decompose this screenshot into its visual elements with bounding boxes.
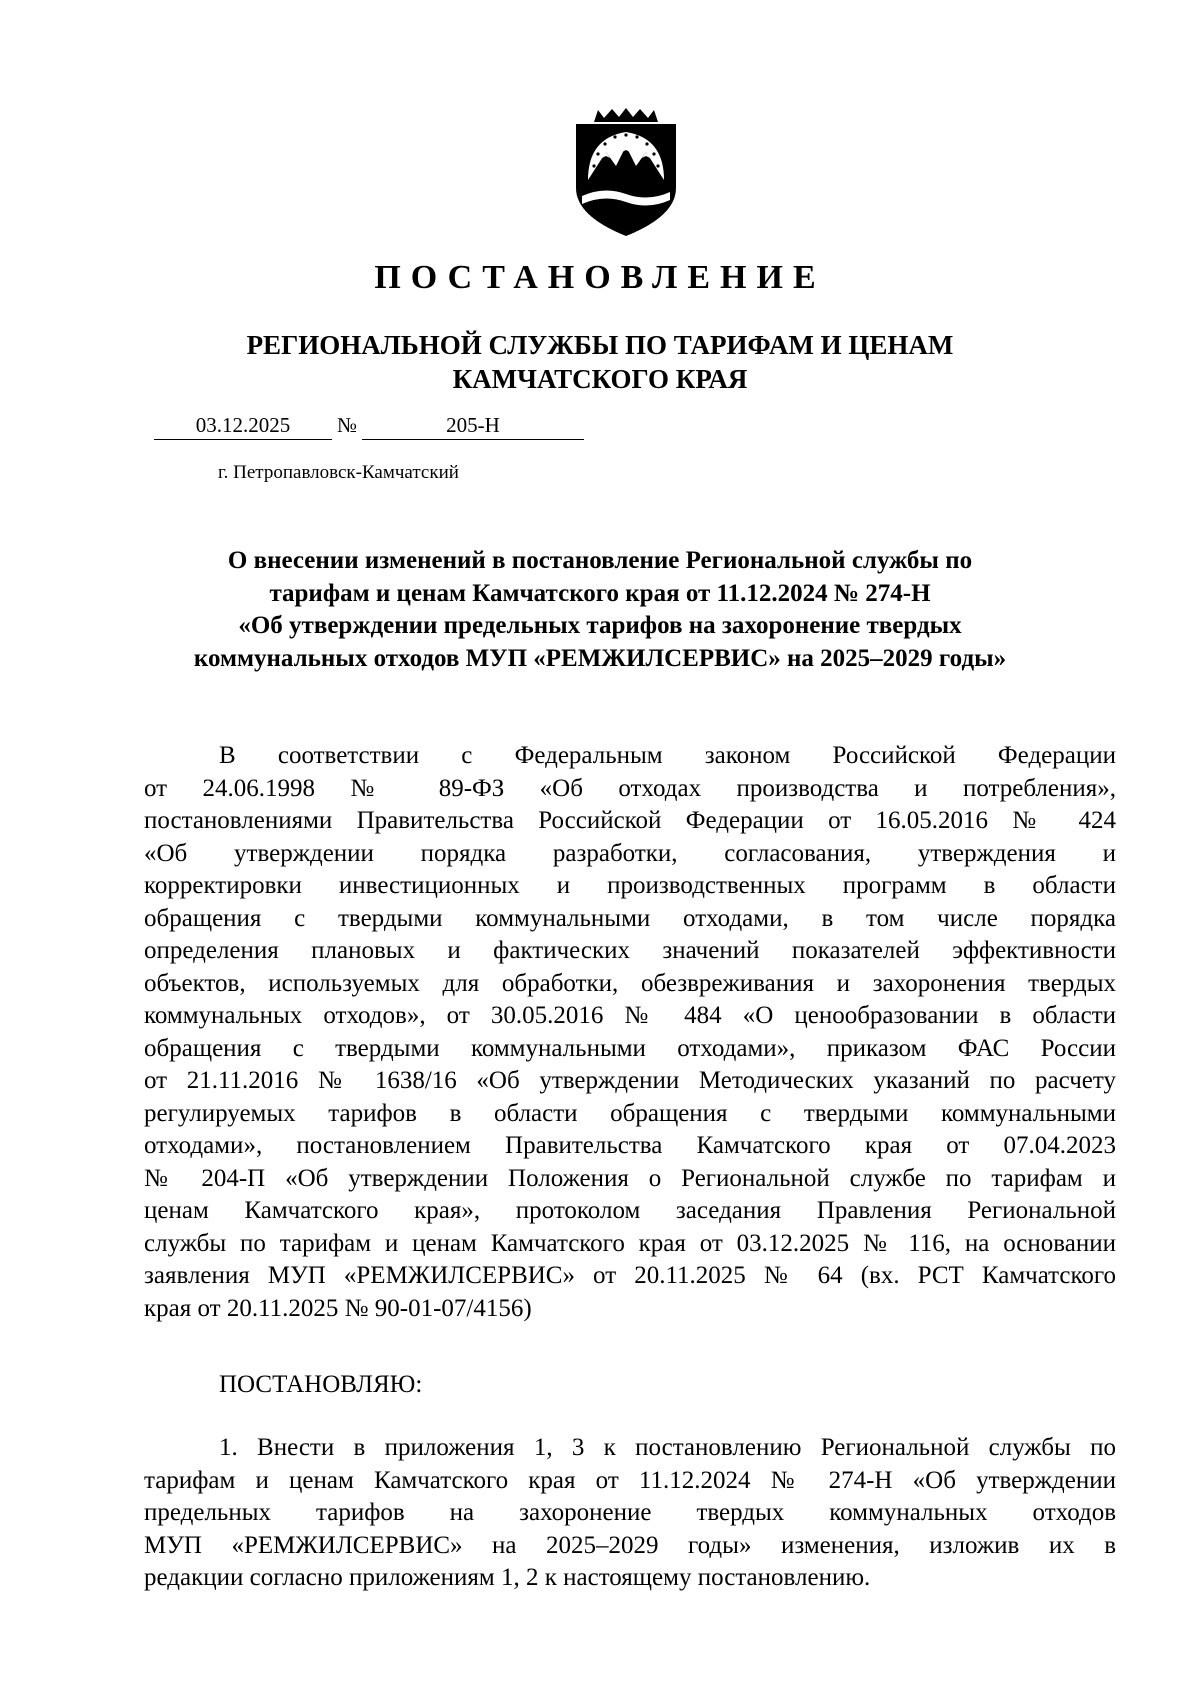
text-line: обращения с твердыми коммунальными отходами, в том числе порядка [144, 904, 1116, 932]
issuer-heading [0, 328, 1200, 396]
city-of-issue: г. Петропавловск-Камчатский [218, 462, 459, 483]
text-line: регулируемых тарифов в области обращения с твердыми коммунальными [144, 1099, 1116, 1127]
subject-line: «Об утверждении предельных тарифов на захоронение твердых [238, 612, 962, 639]
subject-line: коммунальных отходов МУП «РЕМЖИЛСЕРВИС» на 2025–2029 годы» [193, 644, 1007, 672]
clause-1-paragraph [144, 1432, 1116, 1595]
text-line: от 24.06.1998 № 89-ФЗ «Об отходах производства и потребления», [144, 774, 1116, 802]
text-line: предельных тарифов на захоронение твердых коммунальных отходов [144, 1499, 1116, 1526]
text-line: постановлениями Правительства Российской Федерации от 16.05.2016 № 424 [144, 807, 1116, 834]
text-line: МУП «РЕМЖИЛСЕРВИС» на 2025–2029 годы» изменения, изложив их в [144, 1531, 1116, 1559]
text-line: ценам Камчатского края», протоколом заседания Правления Региональной [144, 1197, 1116, 1224]
text-line: тарифам и ценам Камчатского края от 11.12.2024 № 274-Н «Об утверждении [144, 1466, 1116, 1494]
document-type-heading: ПОСТАНОВЛЕНИЕ [374, 259, 826, 296]
kamchatka-coat-of-arms-icon [572, 108, 680, 238]
document-date: 03.12.2025 [154, 412, 332, 440]
text-line: «Об утверждении порядка разработки, согласования, утверждения и [144, 839, 1116, 867]
text-line: № 204-П «Об утверждении Положения о Региональной службе по тарифам и [144, 1164, 1116, 1192]
document-subject [0, 545, 1200, 675]
subject-line: О внесении изменений в постановление Региональной службы по [227, 547, 973, 574]
text-line: службы по тарифам и ценам Камчатского края от 03.12.2025 № 116, на основании [144, 1229, 1116, 1257]
issuer-line: РЕГИОНАЛЬНОЙ СЛУЖБЫ ПО ТАРИФАМ И ЦЕНАМ [246, 330, 954, 360]
text-line: от 21.11.2016 № 1638/16 «Об утверждении Методических указаний по расчету [144, 1067, 1116, 1094]
text-line: обращения с твердыми коммунальными отходами», приказом ФАС России [144, 1034, 1116, 1062]
issuer-line: КАМЧАТСКОГО КРАЯ [452, 364, 748, 394]
number-sign: № [336, 413, 358, 437]
text-line: коммунальных отходов», от 30.05.2016 № 484 «О ценообразовании в области [144, 1002, 1116, 1029]
text-line: В соответствии с Федеральным законом Российской Федерации [219, 742, 1116, 769]
text-line: определения плановых и фактических значений показателей эффективности [144, 937, 1116, 964]
text-line: 1. Внести в приложения 1, 3 к постановлению Региональной службы по [219, 1434, 1116, 1461]
text-line: заявления МУП «РЕМЖИЛСЕРВИС» от 20.11.2025 № 64 (вх. РСТ Камчатского [144, 1262, 1116, 1289]
text-line: объектов, используемых для обработки, обезвреживания и захоронения твердых [144, 969, 1116, 997]
text-line: края от 20.11.2025 № 90-01-07/4156) [144, 1294, 532, 1322]
text-line: редакции согласно приложениям 1, 2 к настоящему постановлению. [144, 1564, 871, 1591]
document-number: 205-Н [362, 412, 584, 440]
subject-line: тарифам и ценам Камчатского края от 11.12.2024 № 274-Н [269, 579, 931, 607]
text-line: корректировки инвестиционных и производственных программ в области [144, 872, 1116, 899]
text-line: отходами», постановлением Правительства Камчатского края от 07.04.2023 [144, 1132, 1116, 1159]
resolve-heading: ПОСТАНОВЛЯЮ: [219, 1371, 423, 1398]
preamble-paragraph [144, 740, 1116, 1325]
